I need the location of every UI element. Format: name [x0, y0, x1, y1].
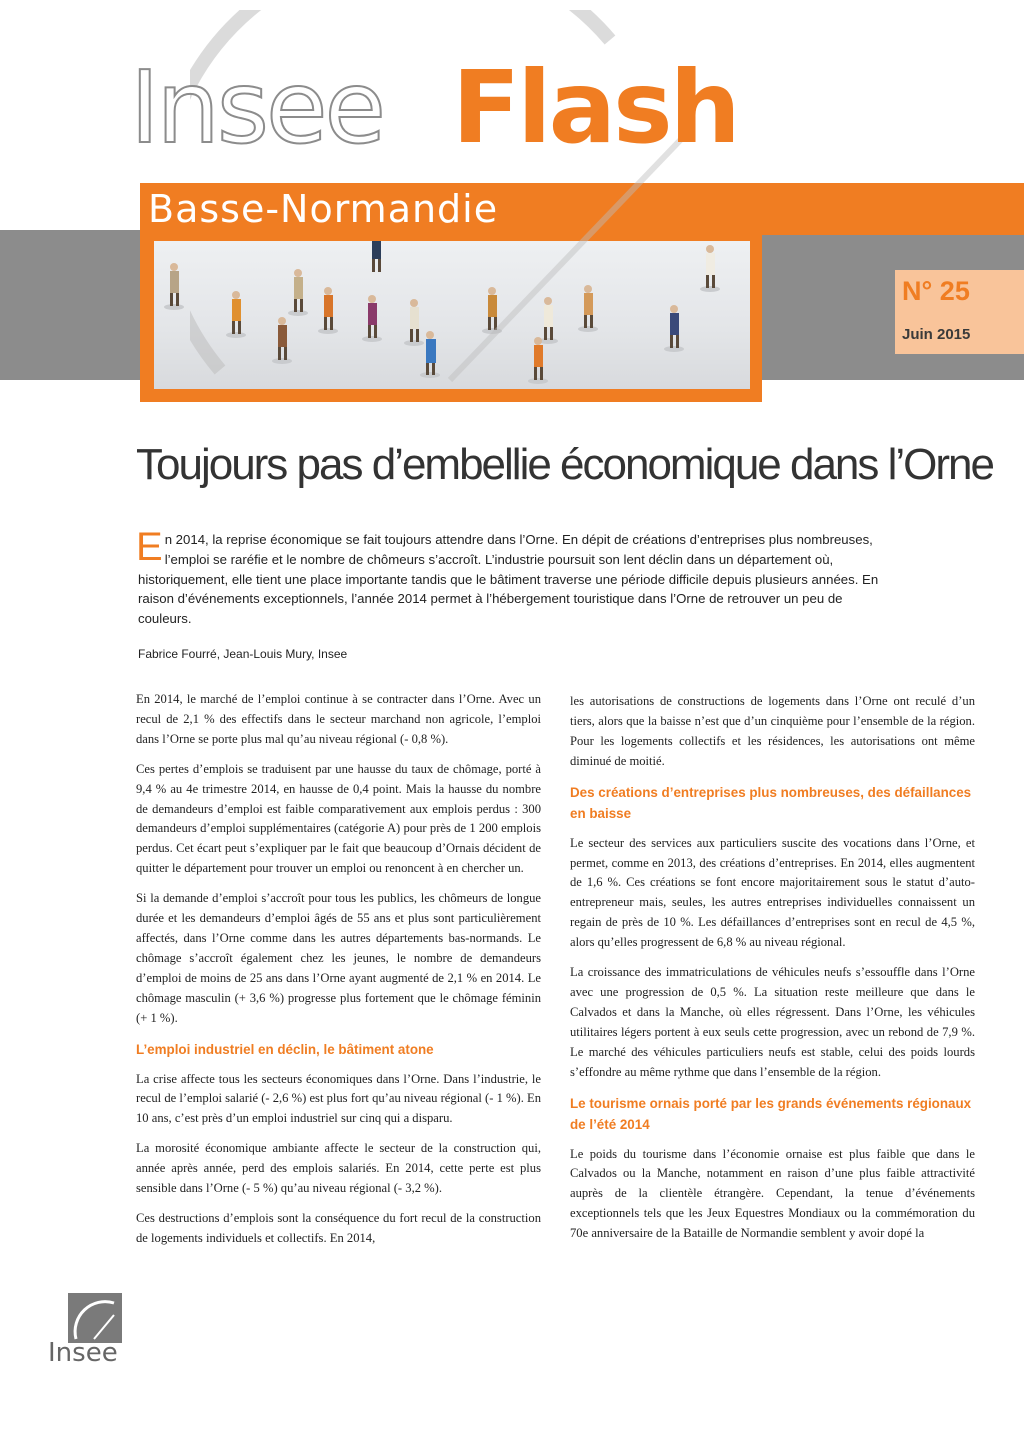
section-heading: L’emploi industriel en déclin, le bâtiment atone — [136, 1041, 434, 1057]
insee-logo-icon — [68, 1293, 122, 1343]
body-paragraph: Le secteur des services aux particuliers suscite des vocations dans l’Orne, et permet, comme en 2013, des créations d’entreprises. En 2014, elles augmentent de 1,6 %. Ces créations se font encore majoritairement sous le statut d’auto-entrepreneur mais, seules, les autres entreprises individuelles connaissent un regain de près de 10 %. Les défaillances d’entreprises sont en recul de 4,5 %, alors qu’elles progressent de 6,8 % au niveau régional. — [570, 835, 975, 950]
lead-dropcap: E — [136, 525, 163, 569]
authors-line: Fabrice Fourré, Jean-Louis Mury, Insee — [138, 647, 348, 661]
brand-insee-wordmark: Insee — [130, 49, 384, 166]
body-column-left — [136, 690, 541, 1259]
body-paragraph: Si la demande d’emploi s’accroît pour tous les publics, les chômeurs de longue durée et les demandeurs d’emploi âgés de 55 ans et plus sont particulièrement affectés, dans l’Orne comme dans les autres départements bas-normands. Le chômage s’accroît également chez les jeunes, le nombre de demandeurs d’emploi de moins de 25 ans dans l’Orne ayant augmenté de 2,1 % en 2014. Le chômage masculin (+ 3,6 %) progresse plus fortement que le chômage féminin (+ 1 %). — [136, 891, 541, 1025]
insee-logo-text: Insee — [48, 1338, 118, 1368]
issue-number: N° 25 — [902, 276, 970, 306]
body-paragraph: les autorisations de constructions de logements dans l’Orne ont reculé d’un tiers, alors que la baisse n’est que d’un cinquième pour l’ensemble de la région. Pour les logements collectifs et les résidences, les autorisations ont même diminué de moitié. — [570, 694, 975, 768]
section-heading: Des créations d’entreprises plus nombreuses, des défaillances en baisse — [570, 784, 972, 821]
body-paragraph: La croissance des immatriculations de véhicules neufs s’essouffle dans l’Orne avec une progression de 0,5 %. La situation reste meilleure que dans le Calvados et dans la Manche, où elles régressent. Dans l’Orne, les véhicules utilitaires légers portent à eux seuls cette progression, avec un rebond de 7,9 %. Le marché des véhicules particuliers neufs est stable, celui des poids lourds s’effondre au même rythme que dans l’ensemble de la région. — [570, 965, 975, 1079]
issue-date: Juin 2015 — [902, 326, 971, 343]
edition-region: Basse-Normandie — [148, 187, 499, 231]
body-paragraph: La crise affecte tous les secteurs économiques dans l’Orne. Dans l’industrie, le recul de l’emploi salarié (- 2,6 %) est plus fort qu’au niveau régional (- 1 %). En 10 ans, c’est près d’un emploi industriel sur cinq qui a disparu. — [136, 1071, 541, 1126]
cover-photo-figurines — [154, 241, 750, 389]
page-title: Toujours pas d’embellie économique dans l’Orne — [136, 440, 993, 489]
lead-paragraph — [136, 525, 888, 629]
lead-text: n 2014, la reprise économique se fait toujours attendre dans l’Orne. En dépit de créations d’entreprises plus nombreuses, l’emploi se raréfie et le nombre de chômeurs s’accroît. L’industrie poursuit son lent déclin dans un département où, historiquement, elle tient une place importante tandis que le bâtiment traverse une période difficile depuis plusieurs années. En raison d’événements exceptionnels, l’année 2014 permet à l’hébergement touristique dans l’Orne de retrouver un peu de couleurs. — [138, 532, 879, 627]
insee-logo-mark-icon — [68, 1293, 122, 1343]
body-paragraph: La morosité économique ambiante affecte le secteur de la construction qui, année après année, perd des emplois salariés. En 2014, cette perte est plus sensible dans l’Orne (- 5 %) qu’au niveau régional (- 3,2 %). — [136, 1141, 541, 1196]
section-heading: Le tourisme ornais porté par les grands événements régionaux de l’été 2014 — [570, 1095, 972, 1132]
body-paragraph: Ces pertes d’emplois se traduisent par une hausse du taux de chômage, porté à 9,4 % au 4e trimestre 2014, en hausse de 0,4 point. Mais la hausse du nombre de demandeurs d’emploi est faible comparativement aux emplois perdus : 300 demandeurs d’emploi supplémentaires (catégorie A) pour près de 1 200 emplois perdus. Cet écart peut s’expliquer par le fait que beaucoup d’Ornais décident de quitter le département pour trouver un emploi ou renoncent à en chercher un. — [136, 761, 541, 876]
body-column-right — [570, 692, 975, 1254]
body-paragraph: En 2014, le marché de l’emploi continue à se contracter dans l’Orne. Avec un recul de 2,1 % des effectifs dans le secteur marchand non agricole, l’emploi dans l’Orne se porte plus mal qu’au niveau régional (- 0,8 %). — [136, 692, 541, 746]
brand-flash-wordmark: Flash — [452, 49, 738, 166]
figurines-illustration — [154, 241, 750, 389]
body-paragraph: Ces destructions d’emplois sont la conséquence du fort recul de la construction de logements individuels et collectifs. En 2014, — [136, 1210, 541, 1245]
body-paragraph: Le poids du tourisme dans l’économie ornaise est plus faible que dans le Calvados ou la Manche, notamment en raison d’une plus faible attractivité auprès de la clientèle étrangère. Cependant, la tenue d’événements exceptionnels tels que les Jeux Equestres Mondiaux ou la commémoration du 70e anniversaire de la Bataille de Normandie semblent y avoir dopé la — [570, 1146, 975, 1241]
